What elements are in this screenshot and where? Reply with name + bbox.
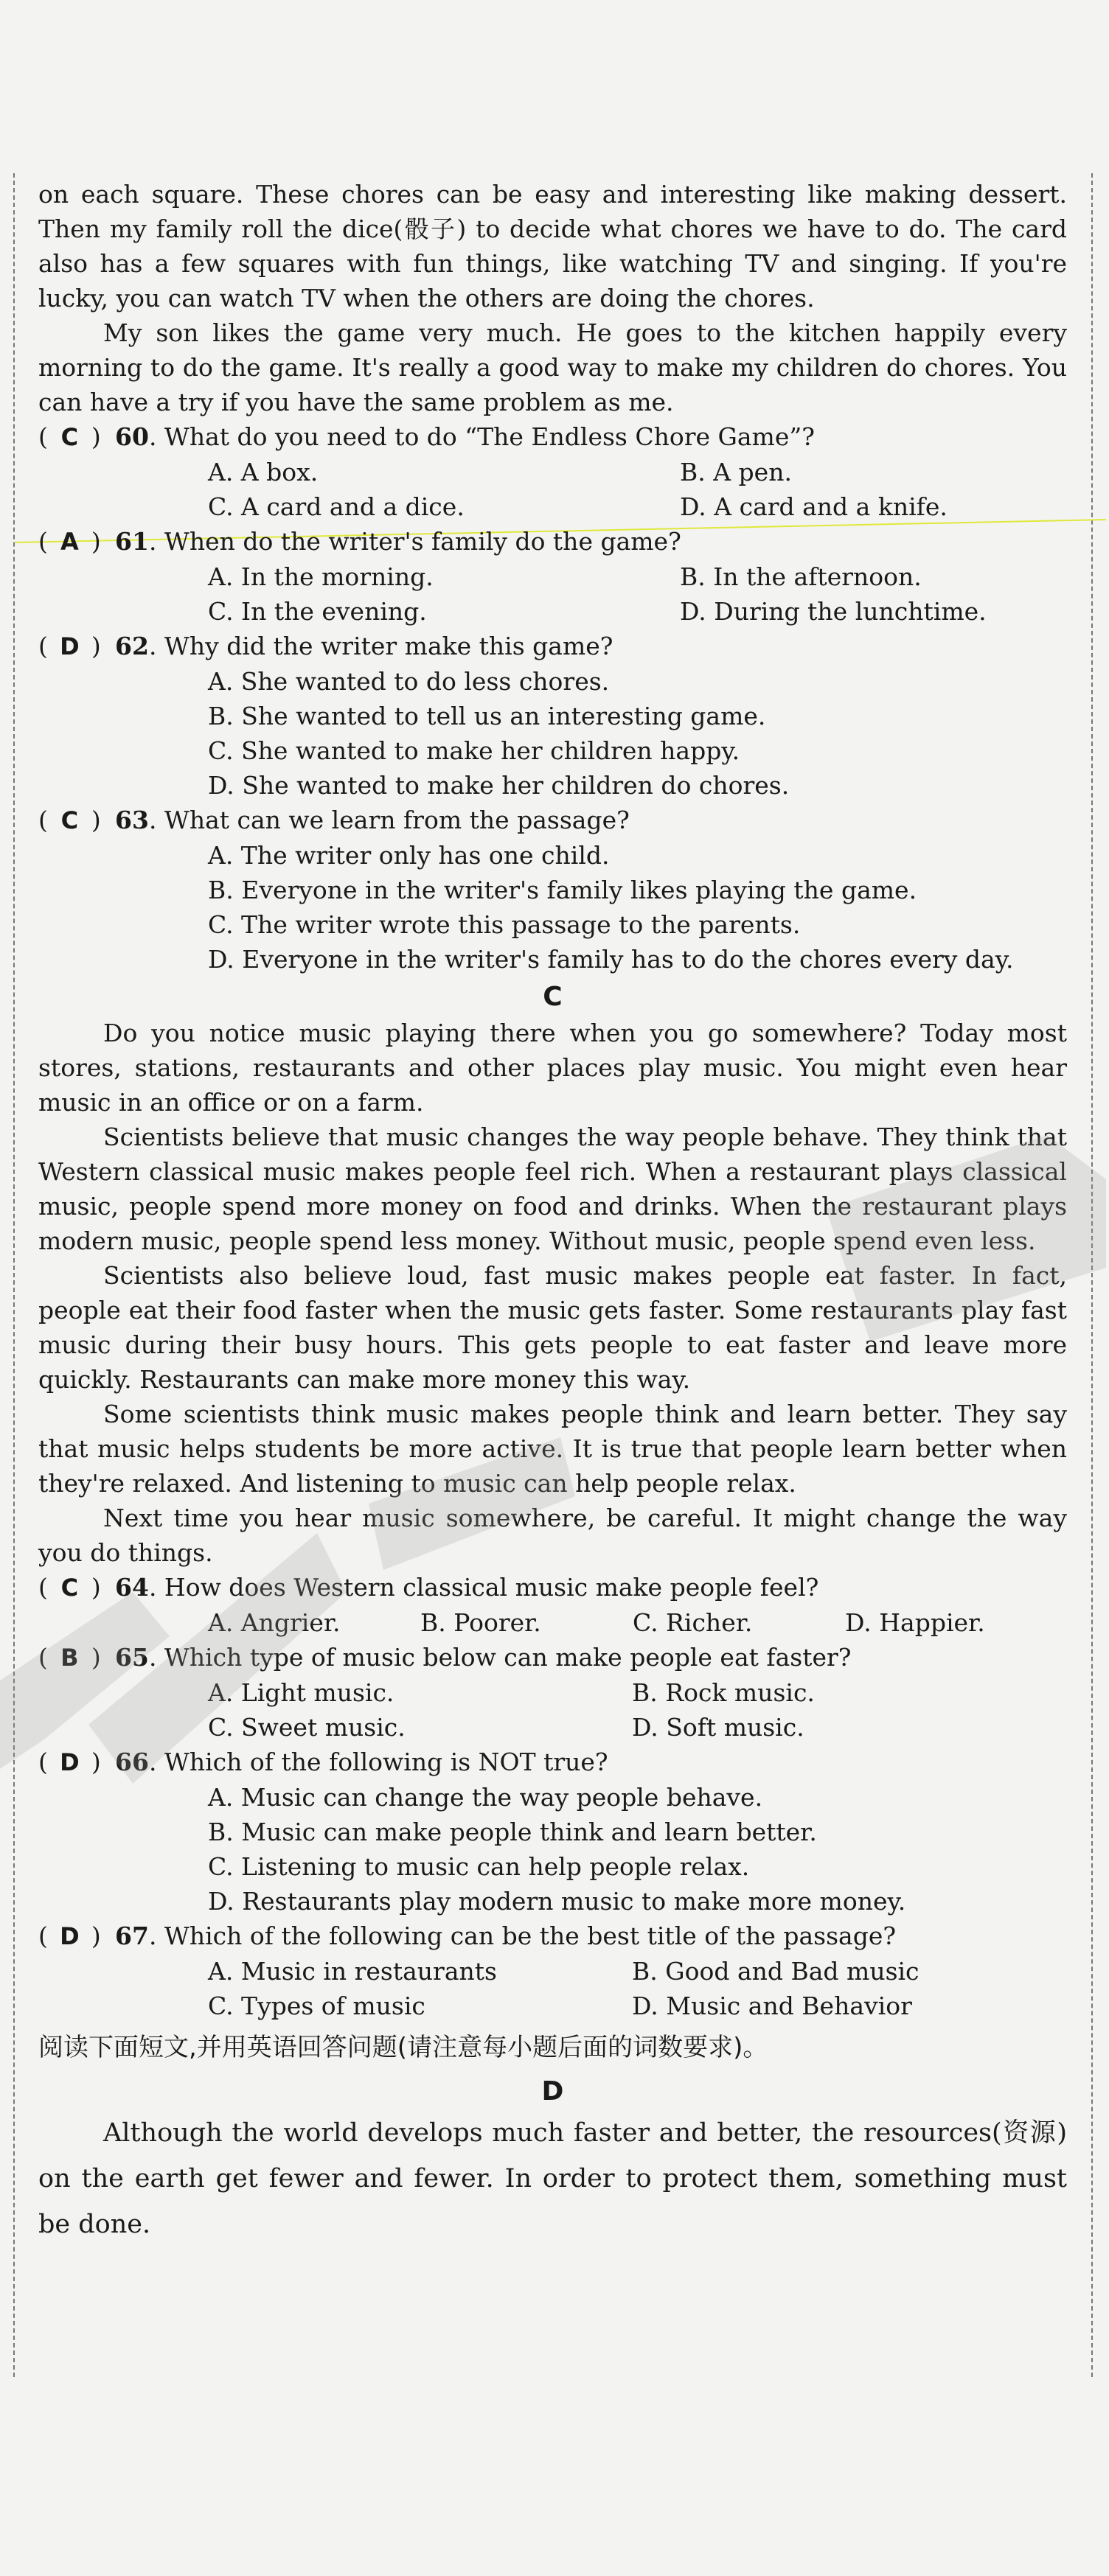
option-b: B. Everyone in the writer's family likes playing the game. [208, 876, 917, 904]
options [38, 1780, 1067, 1919]
question-stem: ( D ) 62. Why did the writer make this game? [38, 629, 1067, 664]
answer-mark: A [60, 528, 80, 556]
option-a: A. The writer only has one child. [208, 841, 610, 870]
answer-bracket: ( A ) [38, 524, 115, 559]
answer-mark: C [60, 423, 80, 451]
question-number: 63 [115, 806, 149, 834]
answer-bracket: ( B ) [38, 1640, 115, 1675]
option-d: D. Restaurants play modern music to make more money. [208, 1887, 906, 1916]
answer-bracket: ( D ) [38, 1745, 115, 1780]
question-67 [38, 1919, 1067, 2023]
question-text: When do the writer's family do the game? [164, 527, 681, 556]
question-text: How does Western classical music make people feel? [164, 1573, 819, 1602]
option-c: C. Types of music [208, 1992, 425, 2020]
question-text: Which of the following is NOT true? [164, 1748, 608, 1776]
question-stem: ( C ) 60. What do you need to do “The Endless Chore Game”? [38, 419, 1067, 455]
question-text: Which of the following can be the best title of the passage? [164, 1921, 897, 1950]
option-a: A. Music in restaurants [208, 1957, 497, 1986]
options [38, 838, 1067, 977]
option-c: C. She wanted to make her children happy. [208, 736, 740, 765]
answer-bracket: ( D ) [38, 629, 115, 664]
question-stem: ( C ) 63. What can we learn from the passage? [38, 803, 1067, 838]
passage-c-paragraph: Scientists believe that music changes the way people behave. They think that Western classical music makes people feel rich. When a restaurant plays classical music, people spend more money on food and drinks. When the restaurant plays modern music, people spend less money. Without music, people spend even less. [38, 1123, 1067, 1255]
options [38, 559, 1067, 629]
question-62 [38, 629, 1067, 803]
options [38, 664, 1067, 803]
option-d: D. Soft music. [632, 1713, 804, 1742]
question-text: What do you need to do “The Endless Chore Game”? [164, 422, 815, 451]
answer-mark: B [60, 1644, 80, 1672]
passage-c-paragraph: Do you notice music playing there when you go somewhere? Today most stores, stations, restaurants and other places play music. You might even hear music in an office or on a farm. [38, 1019, 1067, 1117]
section-instruction: 阅读下面短文,并用英语回答问题(请注意每小题后面的词数要求)。 [38, 2033, 768, 2062]
question-stem: ( D ) 67. Which of the following can be the best title of the passage? [38, 1919, 1067, 1954]
left-margin-dashed-line [13, 173, 15, 2377]
question-number: 66 [115, 1748, 149, 1776]
passage-c-paragraph: Scientists also believe loud, fast music makes people eat faster. In fact, people eat their food faster when the music gets faster. Some restaurants play fast music during their busy hours. This gets people to eat faster and leave more quickly. Restaurants can make more money this way. [38, 1261, 1067, 1394]
passage-d-paragraph: Although the world develops much faster and better, the resources(资源) on the earth get fewer and fewer. In order to protect them, something must be done. [38, 2118, 1067, 2239]
passage-b-paragraph: My son likes the game very much. He goes to the kitchen happily every morning to do the game. It's really a good way to make my children do chores. You can have a try if you have the same problem as me. [38, 318, 1067, 416]
question-64 [38, 1570, 1067, 1640]
answer-bracket: ( C ) [38, 803, 115, 838]
answer-mark: D [60, 1748, 80, 1776]
answer-bracket: ( D ) [38, 1919, 115, 1954]
question-number: 64 [115, 1573, 149, 1602]
option-a: A. She wanted to do less chores. [208, 667, 610, 696]
options [38, 1605, 1067, 1640]
option-c: C. In the evening. [208, 597, 427, 626]
option-c: C. Listening to music can help people relax. [208, 1852, 750, 1881]
answer-mark: C [60, 806, 80, 834]
option-a: A. A box. [208, 458, 319, 486]
option-a: A. Music can change the way people behave. [208, 1783, 763, 1812]
option-d: D. During the lunchtime. [680, 597, 987, 626]
question-number: 61 [115, 527, 149, 556]
question-63 [38, 803, 1067, 977]
question-text: Why did the writer make this game? [164, 632, 613, 660]
question-stem: ( C ) 64. How does Western classical music make people feel? [38, 1570, 1067, 1605]
option-b: B. In the afternoon. [680, 562, 922, 591]
option-c: C. Sweet music. [208, 1713, 406, 1742]
option-d: D. Everyone in the writer's family has to do the chores every day. [208, 945, 1014, 974]
option-d: D. She wanted to make her children do chores. [208, 771, 790, 800]
answer-bracket: ( C ) [38, 419, 115, 455]
question-text: Which type of music below can make people eat faster? [164, 1643, 852, 1672]
option-d: D. Music and Behavior [632, 1992, 912, 2020]
answer-mark: D [60, 632, 80, 660]
option-b: B. A pen. [680, 458, 792, 486]
section-d-heading: D [541, 2076, 564, 2106]
option-b: B. She wanted to tell us an interesting game. [208, 702, 766, 730]
option-b: B. Poorer. [420, 1608, 541, 1637]
option-c: C. The writer wrote this passage to the parents. [208, 910, 801, 939]
question-number: 60 [115, 422, 149, 451]
question-stem: ( A ) 61. When do the writer's family do the game? [38, 524, 1067, 559]
question-61 [38, 524, 1067, 629]
option-b: B. Rock music. [632, 1678, 815, 1707]
question-66 [38, 1745, 1067, 1919]
question-stem: ( D ) 66. Which of the following is NOT true? [38, 1745, 1067, 1780]
question-text: What can we learn from the passage? [164, 806, 630, 834]
passage-b-paragraph: on each square. These chores can be easy and interesting like making dessert. Then my family roll the dice(骰子) to decide what chores we have to do. The card also has a few squares with fun things, like watching TV and singing. If you're lucky, you can watch TV when the others are doing the chores. [38, 180, 1067, 313]
option-c: C. A card and a dice. [208, 492, 465, 521]
answer-mark: D [60, 1922, 80, 1950]
right-margin-dashed-line [1091, 173, 1093, 2377]
question-number: 65 [115, 1643, 149, 1672]
answer-bracket: ( C ) [38, 1570, 115, 1605]
options [38, 1675, 1067, 1745]
option-a: A. Angrier. [208, 1608, 341, 1637]
answer-mark: C [60, 1574, 80, 1602]
question-65 [38, 1640, 1067, 1745]
option-a: A. In the morning. [208, 562, 434, 591]
option-b: B. Music can make people think and learn better. [208, 1818, 817, 1846]
option-d: D. Happier. [845, 1608, 985, 1637]
options [38, 1954, 1067, 2023]
options [38, 455, 1067, 524]
question-stem: ( B ) 65. Which type of music below can make people eat faster? [38, 1640, 1067, 1675]
passage-c-paragraph: Next time you hear music somewhere, be careful. It might change the way you do things. [38, 1504, 1067, 1567]
worksheet-content [38, 177, 1067, 2247]
option-a: A. Light music. [208, 1678, 394, 1707]
question-number: 62 [115, 632, 149, 660]
option-c: C. Richer. [633, 1608, 753, 1637]
option-d: D. A card and a knife. [680, 492, 948, 521]
question-60 [38, 419, 1067, 524]
section-c-heading: C [543, 982, 563, 1012]
question-number: 67 [115, 1921, 149, 1950]
passage-c-paragraph: Some scientists think music makes people think and learn better. They say that music helps students be more active. It is true that people learn better when they're relaxed. And listening to music can help people relax. [38, 1400, 1067, 1498]
option-b: B. Good and Bad music [632, 1957, 919, 1986]
